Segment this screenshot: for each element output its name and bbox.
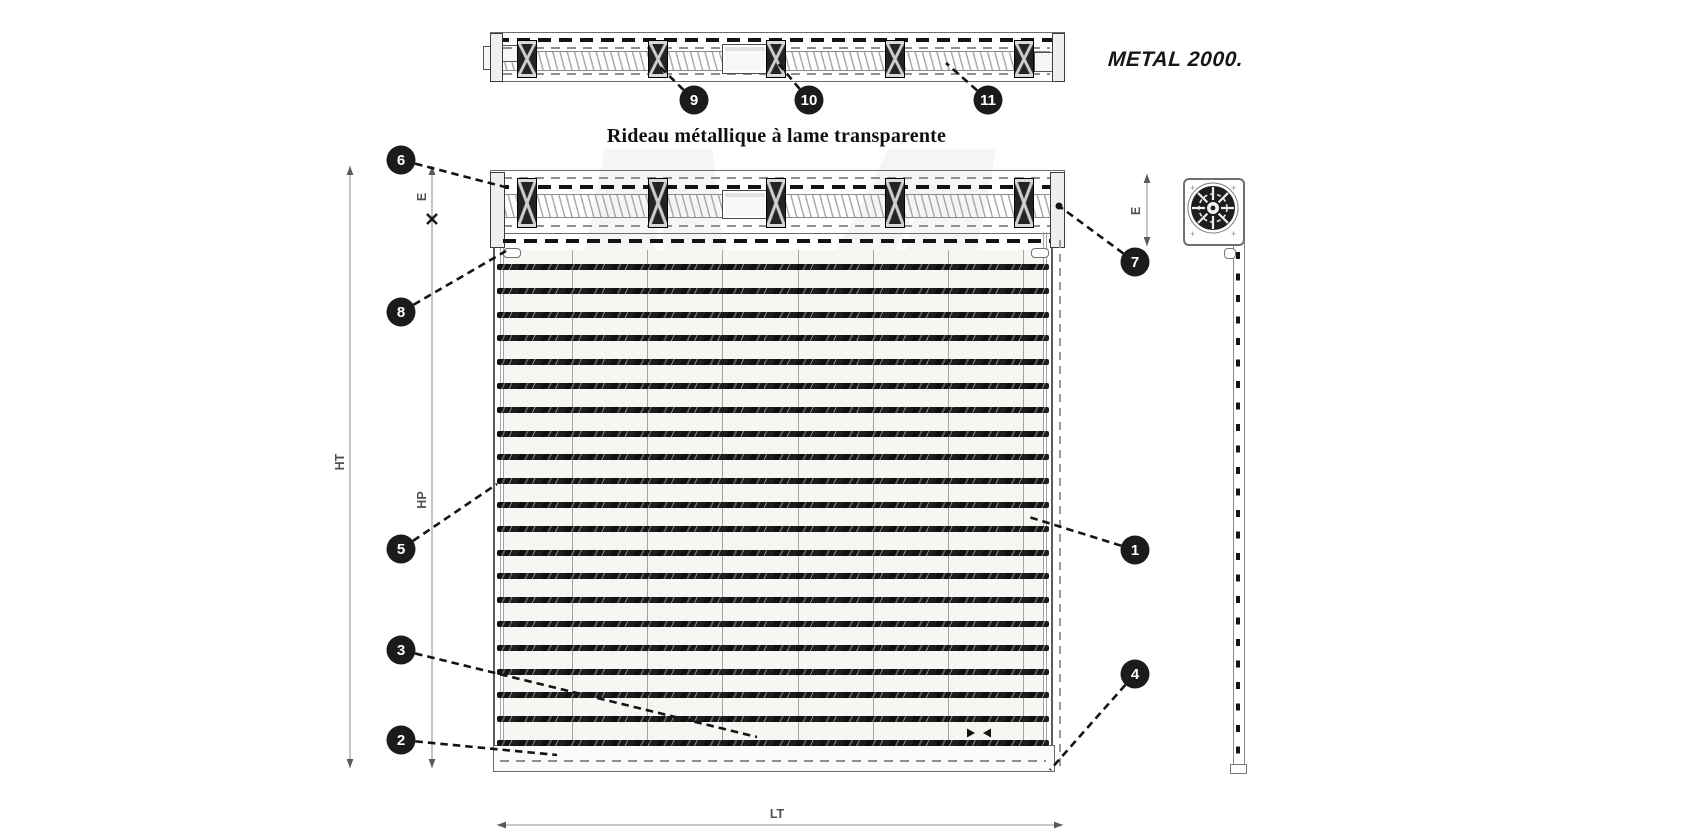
dimension-label-ht: HT xyxy=(333,453,347,471)
callout-3-leader xyxy=(415,653,757,737)
bolt-mark: + xyxy=(1190,183,1196,193)
callout-10-number: 10 xyxy=(800,92,818,110)
e-right-line-arrow-start xyxy=(1144,174,1151,183)
callout-1-number: 1 xyxy=(1130,542,1140,560)
e-right-line-arrow-end xyxy=(1144,237,1151,246)
brand-logo: METAL 2000. xyxy=(1107,48,1245,71)
ht-line-arrow-end xyxy=(347,759,354,768)
dimension-label-e: E xyxy=(1129,206,1143,216)
callout-7-target-dot xyxy=(1056,203,1063,210)
callout-1-leader xyxy=(1029,517,1121,546)
ht-line-arrow-start xyxy=(347,166,354,175)
bolt-mark: + xyxy=(1231,229,1237,239)
lt-line-arrow-start xyxy=(497,822,506,829)
callout-8-number: 8 xyxy=(396,304,406,322)
bolt-mark: + xyxy=(1231,183,1237,193)
dimension-label-e: E xyxy=(415,192,429,202)
callout-6-number: 6 xyxy=(396,152,406,170)
gap-arrow-right xyxy=(967,729,975,738)
callout-9-leader xyxy=(659,66,684,90)
callout-4-leader xyxy=(1050,685,1125,770)
callout-11-leader xyxy=(946,63,977,90)
callout-8-leader xyxy=(414,251,506,305)
dimension-label-hp: HP xyxy=(415,491,429,509)
callout-3-number: 3 xyxy=(396,642,406,660)
callout-2-number: 2 xyxy=(396,732,406,750)
callout-9-number: 9 xyxy=(689,92,699,110)
callout-6-leader xyxy=(415,164,505,187)
callout-7-leader xyxy=(1059,206,1123,253)
gap-arrow-left xyxy=(983,729,991,738)
lt-line-arrow-end xyxy=(1054,822,1063,829)
drawing-title: Rideau métallique à lame transparente xyxy=(606,125,947,147)
hp-line-arrow-end xyxy=(429,759,436,768)
dimension-label-lt: LT xyxy=(769,807,785,821)
callout-7-number: 7 xyxy=(1130,254,1140,272)
callout-11-number: 11 xyxy=(980,92,996,110)
bolt-mark: + xyxy=(1190,229,1196,239)
callout-10-leader xyxy=(777,62,800,89)
callout-4-number: 4 xyxy=(1130,666,1140,684)
callout-2-leader xyxy=(415,741,557,755)
callout-5-number: 5 xyxy=(396,541,406,559)
